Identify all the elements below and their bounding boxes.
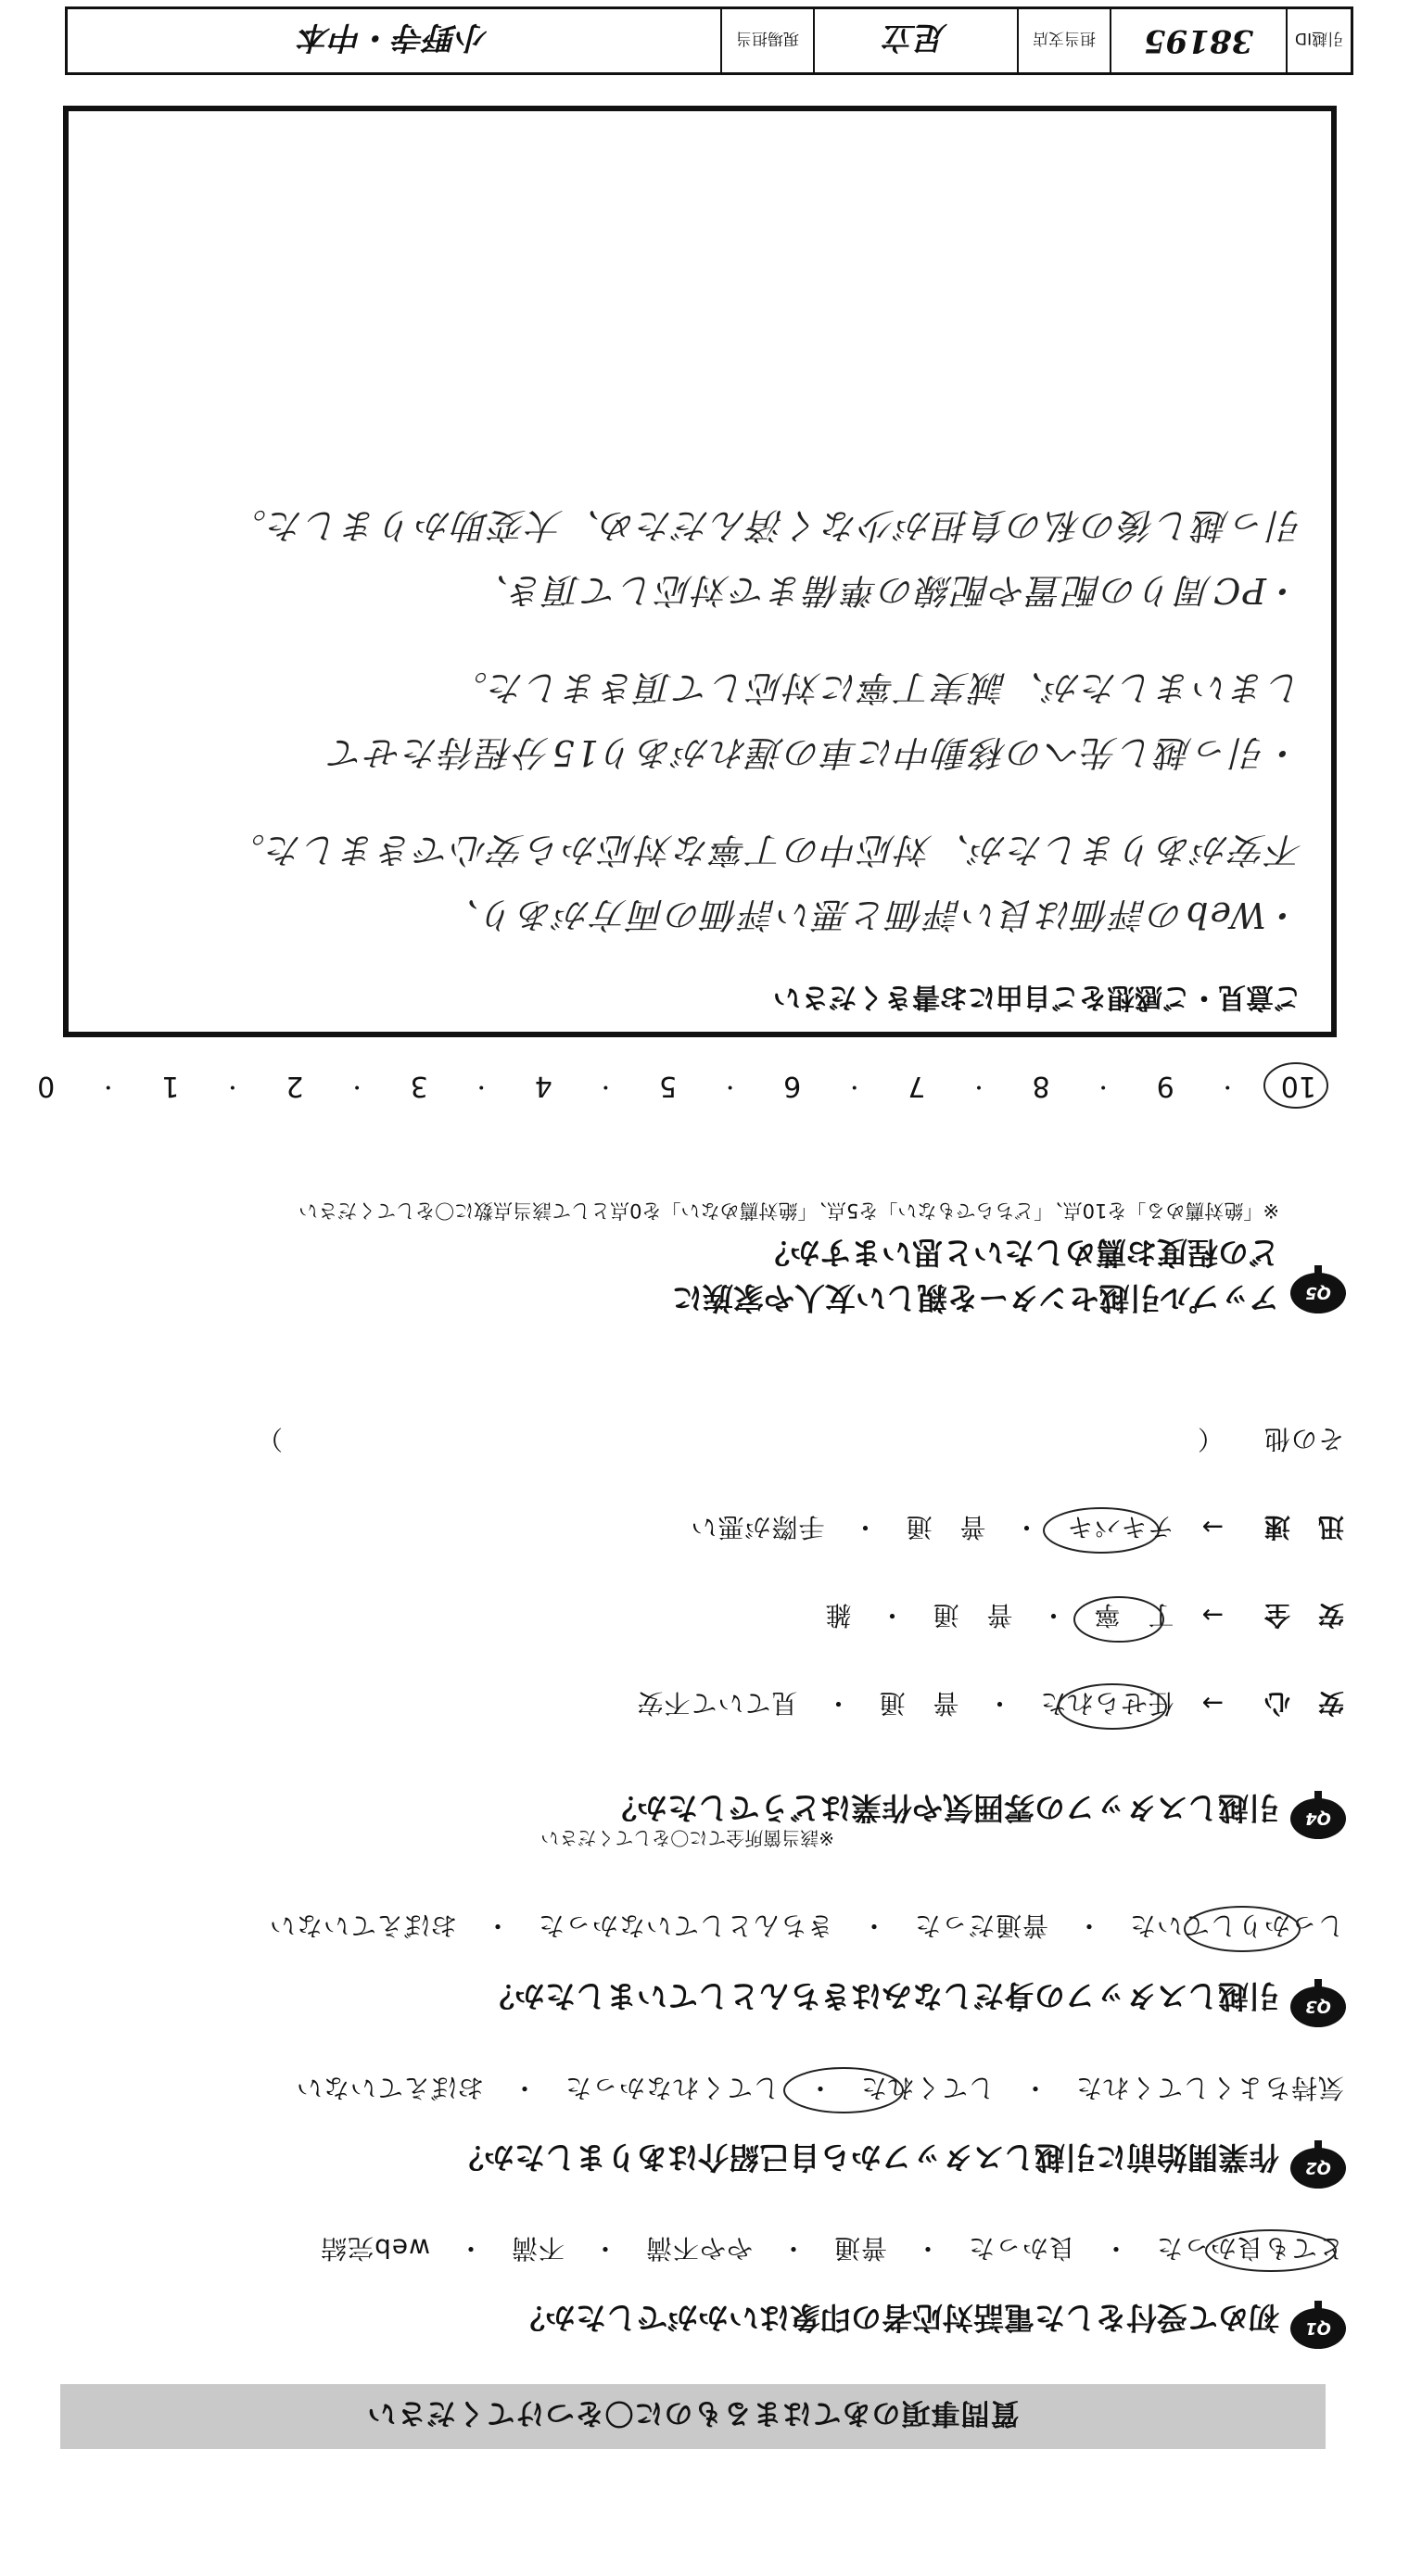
q2-question: 作業開始前に引越しスタッフから自己紹介はありましたか？ xyxy=(453,2139,1279,2176)
score-1: 1 xyxy=(161,1070,180,1102)
q4-jinsoku-circled-answer xyxy=(1036,1504,1166,1556)
q4-row-options-anshin: → 任せられた ・ 普 通 ・ 見ていて不安 xyxy=(636,1688,1224,1719)
q2-badge-icon: Q2 xyxy=(1290,2140,1346,2189)
q3-question: 引越しスタッフの身だしなみはきちんとしていましたか？ xyxy=(484,1978,1279,2014)
q4-row-options-other: （ ） xyxy=(255,1424,1224,1454)
q4-anshin-circled-answer xyxy=(1052,1681,1173,1732)
q4-note: ※該当箇所全てに〇をしてください xyxy=(540,1827,834,1849)
q4-row-label-jinsoku: 迅 速 xyxy=(1263,1512,1344,1542)
score-2: 2 xyxy=(286,1070,304,1102)
score-0: 0 xyxy=(37,1070,56,1102)
q1-options: とても良かった ・ 良かった ・ 普通 ・ やや不満 ・ 不満 ・ web完結 xyxy=(320,2233,1344,2264)
q5-badge-icon: Q5 xyxy=(1290,1265,1346,1313)
q5-note: ※「絶対薦める」を10点、「どちらでもない」を5点、「絶対薦めない」を0点として該当点数に〇をしてください xyxy=(298,1199,1279,1222)
move-id-label-cell: 引越ID xyxy=(1286,9,1351,72)
comment-box xyxy=(63,106,1337,1037)
q1-badge-icon: Q1 xyxy=(1290,2301,1346,2349)
q4-row-label-other: その他 xyxy=(1263,1424,1344,1454)
footer-info-table xyxy=(65,6,1353,75)
comment-title: ご意見・ご感想をご自由にお書きください xyxy=(773,981,1301,1013)
comment-line-4: しまいましたが、誠実丁寧に対応して頂きました。 xyxy=(450,667,1303,708)
leader-label-cell: 現場担当 xyxy=(720,9,813,72)
branch-label-cell: 担当支店 xyxy=(1017,9,1110,72)
q5-question-line2: どの程度お薦めしたいと思いますか？ xyxy=(759,1235,1279,1271)
score-3: 3 xyxy=(410,1070,428,1102)
score-9: 9 xyxy=(1156,1070,1174,1102)
q4-row-options-anzen: → 丁 寧 ・ 普 通 ・ 雑 xyxy=(824,1600,1224,1631)
score-4: 4 xyxy=(534,1070,552,1102)
score-6: 6 xyxy=(783,1070,802,1102)
comment-line-2: 不安がありましたが、対応中の丁寧な対応から安心できました。 xyxy=(227,830,1303,870)
q3-circled-answer xyxy=(1177,1903,1307,1955)
q5-score-scale: 10 ・ 9 ・ 8 ・ 7 ・ 6 ・ 5 ・ 4 ・ 3 ・ 2 ・ 1 ・ 0 xyxy=(37,1070,1316,1102)
move-id-value-cell: 38195 xyxy=(1110,9,1286,72)
q5-question-line1: アップル引越センターを親しい友人や家族に xyxy=(671,1280,1279,1316)
q4-badge-icon: Q4 xyxy=(1290,1791,1346,1839)
q2-circled-answer xyxy=(779,2064,908,2116)
q4-row-options-jinsoku: → テキパキ ・ 普 通 ・ 手際が悪い xyxy=(690,1512,1224,1542)
instruction-banner xyxy=(60,2384,1326,2449)
comment-line-3: ・引っ越し先への移動中に車の遅れがあり15分程待たせて xyxy=(327,732,1303,773)
q3-badge-icon: Q3 xyxy=(1290,1979,1346,2027)
comment-line-6: 引っ越し後の私の負担が少なく済んだため、大変助かりました。 xyxy=(229,505,1303,546)
comment-line-1: ・Webの評価は良い評価と悪い評価の両方があり、 xyxy=(442,895,1303,935)
q3-options: しっかりしていた ・ 普通だった ・ きちんとしていなかった ・ おぼえていない xyxy=(268,1910,1344,1941)
q5-circled-score xyxy=(1261,1060,1331,1111)
score-10: 10 xyxy=(1280,1070,1316,1102)
instruction-text: 質問事項のあてはまるものに〇をつけてください xyxy=(366,2396,1020,2430)
q1-question: 初めて受付をした電話対応者の印象はいかがでしたか？ xyxy=(514,2300,1279,2336)
score-8: 8 xyxy=(1032,1070,1050,1102)
q4-anzen-circled-answer xyxy=(1068,1593,1170,1645)
branch-value-cell: 足立 xyxy=(813,9,1017,72)
q4-row-label-anzen: 安 全 xyxy=(1263,1600,1344,1631)
leader-value-cell: 小野寺・中本 xyxy=(299,19,489,57)
score-7: 7 xyxy=(908,1070,926,1102)
q2-options: 気持ちよくしてくれた ・ してくれた ・ してくれなかった ・ おぼえていない xyxy=(295,2073,1344,2103)
q4-question: 引越しスタッフの雰囲気や作業はどうでしたか？ xyxy=(606,1790,1279,1826)
comment-line-5: ・PC周りの配置や配線の準備まで対応して頂き、 xyxy=(471,570,1303,611)
q4-row-label-anshin: 安 心 xyxy=(1263,1688,1344,1719)
score-5: 5 xyxy=(658,1070,678,1102)
q1-circled-answer xyxy=(1201,2227,1340,2275)
